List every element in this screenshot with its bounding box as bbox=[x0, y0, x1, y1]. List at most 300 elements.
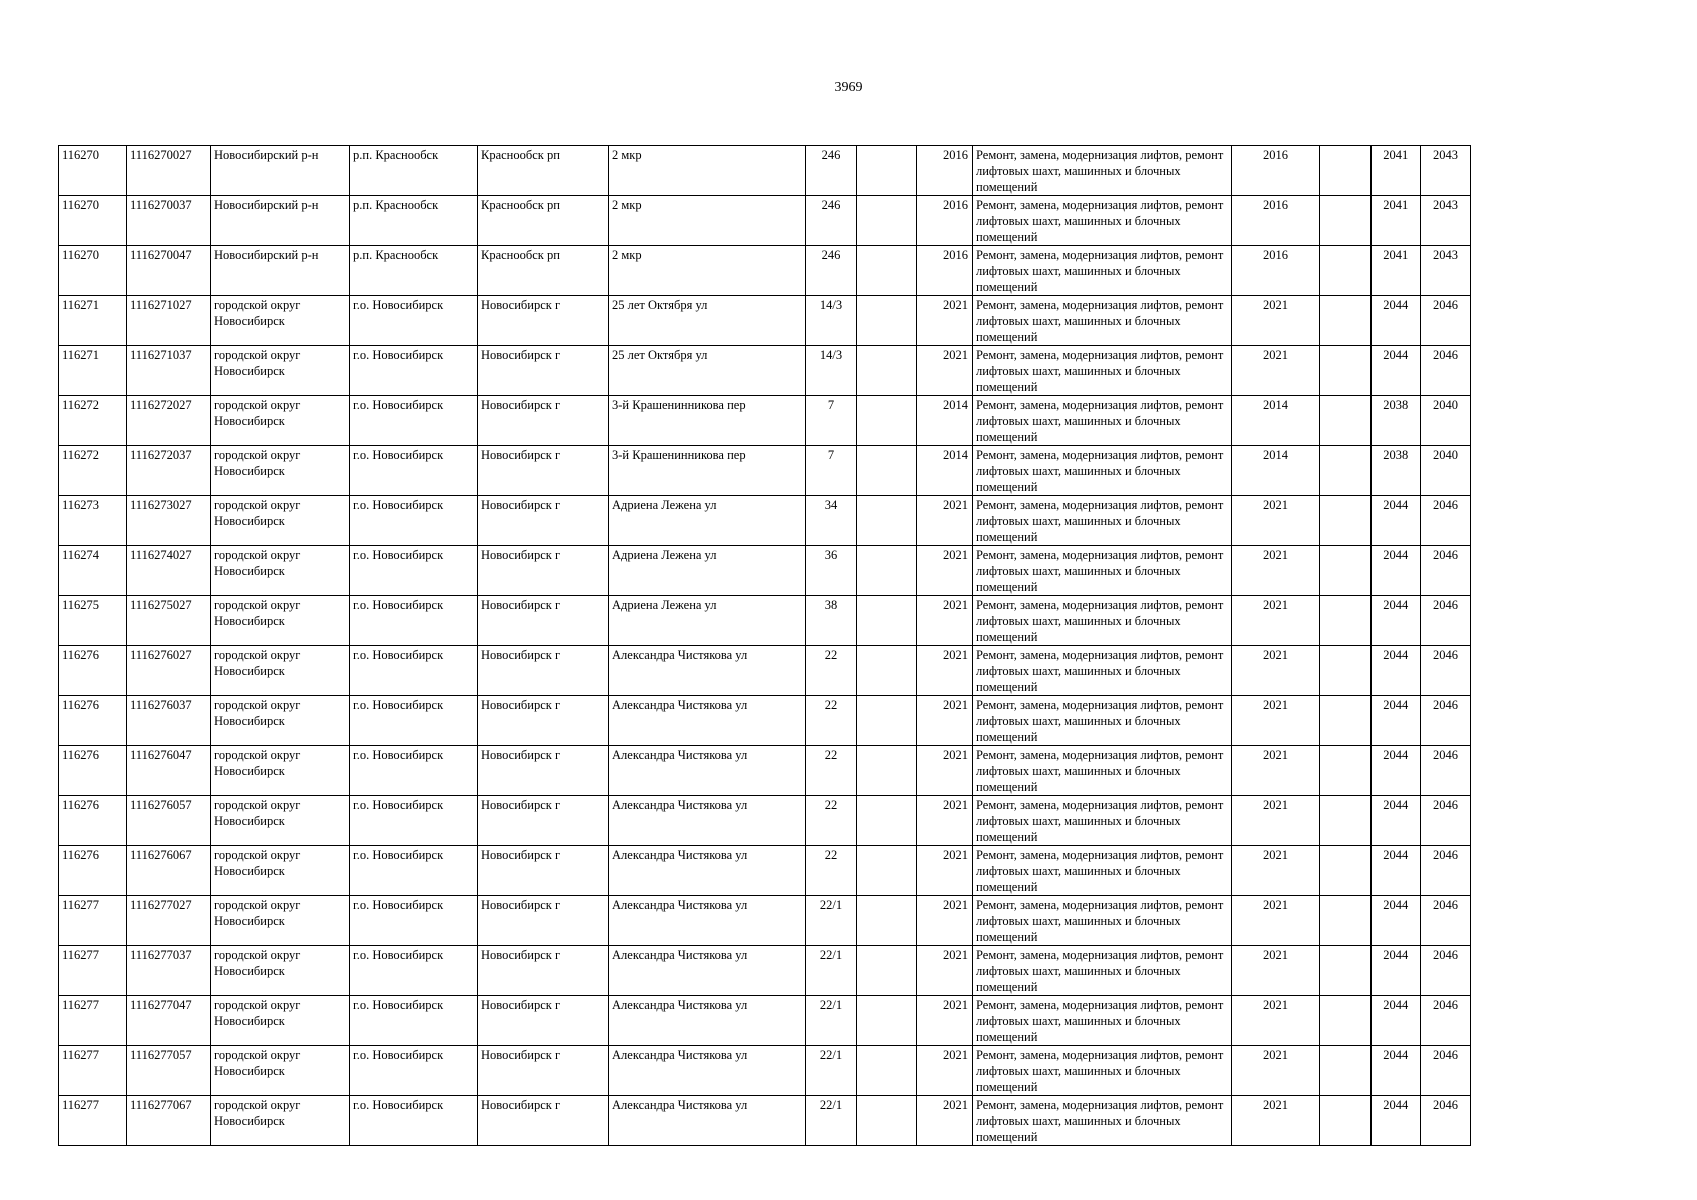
house-number-cell: 22/1 bbox=[806, 1096, 857, 1146]
work-type-cell: Ремонт, замена, модернизация лифтов, ремонт лифтовых шахт, машинных и блочных помещений bbox=[973, 346, 1232, 396]
street-cell: 2 мкр bbox=[609, 196, 806, 246]
work-type-cell: Ремонт, замена, модернизация лифтов, ремонт лифтовых шахт, машинных и блочных помещений bbox=[973, 896, 1232, 946]
commission-year-cell: 2021 bbox=[917, 946, 973, 996]
commission-year-cell: 2016 bbox=[917, 196, 973, 246]
empty-cell-2 bbox=[1320, 446, 1371, 496]
empty-cell bbox=[857, 296, 917, 346]
house-number-cell: 22 bbox=[806, 846, 857, 896]
locality-cell: Новосибирск г bbox=[478, 1046, 609, 1096]
table-row bbox=[59, 196, 1471, 246]
last-repair-year-cell: 2021 bbox=[1232, 296, 1320, 346]
table-row bbox=[59, 296, 1471, 346]
empty-cell-2 bbox=[1320, 396, 1371, 446]
work-type-cell: Ремонт, замена, модернизация лифтов, ремонт лифтовых шахт, машинных и блочных помещений bbox=[973, 1096, 1232, 1146]
page-number: 3969 bbox=[834, 80, 863, 95]
settlement-cell: г.о. Новосибирск bbox=[350, 346, 478, 396]
empty-cell-2 bbox=[1320, 896, 1371, 946]
street-cell: Александра Чистякова ул bbox=[609, 846, 806, 896]
last-repair-year-cell: 2021 bbox=[1232, 596, 1320, 646]
empty-cell bbox=[857, 1046, 917, 1096]
locality-cell: Новосибирск г bbox=[478, 996, 609, 1046]
record-id-cell: 116277 bbox=[59, 896, 127, 946]
table-row bbox=[59, 1046, 1471, 1096]
register-table bbox=[58, 145, 1471, 1146]
street-cell: Александра Чистякова ул bbox=[609, 996, 806, 1046]
object-code-cell: 1116270047 bbox=[127, 246, 211, 296]
locality-cell: Новосибирск г bbox=[478, 696, 609, 746]
locality-cell: Новосибирск г bbox=[478, 496, 609, 546]
municipality-cell: городской округ Новосибирск bbox=[211, 396, 350, 446]
municipality-cell: городской округ Новосибирск bbox=[211, 546, 350, 596]
record-id-cell: 116276 bbox=[59, 646, 127, 696]
work-type-cell: Ремонт, замена, модернизация лифтов, ремонт лифтовых шахт, машинных и блочных помещений bbox=[973, 296, 1232, 346]
municipality-cell: Новосибирский р-н bbox=[211, 196, 350, 246]
empty-cell-2 bbox=[1320, 1096, 1371, 1146]
settlement-cell: г.о. Новосибирск bbox=[350, 646, 478, 696]
plan-end-year-cell: 2043 bbox=[1421, 246, 1471, 296]
work-type-cell: Ремонт, замена, модернизация лифтов, ремонт лифтовых шахт, машинных и блочных помещений bbox=[973, 946, 1232, 996]
municipality-cell: городской округ Новосибирск bbox=[211, 346, 350, 396]
empty-cell-2 bbox=[1320, 146, 1371, 196]
object-code-cell: 1116277037 bbox=[127, 946, 211, 996]
plan-end-year-cell: 2046 bbox=[1421, 946, 1471, 996]
record-id-cell: 116277 bbox=[59, 996, 127, 1046]
municipality-cell: городской округ Новосибирск bbox=[211, 796, 350, 846]
house-number-cell: 246 bbox=[806, 246, 857, 296]
municipality-cell: городской округ Новосибирск bbox=[211, 896, 350, 946]
object-code-cell: 1116276067 bbox=[127, 846, 211, 896]
empty-cell-2 bbox=[1320, 996, 1371, 1046]
record-id-cell: 116277 bbox=[59, 1096, 127, 1146]
locality-cell: Новосибирск г bbox=[478, 1096, 609, 1146]
locality-cell: Новосибирск г bbox=[478, 796, 609, 846]
empty-cell bbox=[857, 546, 917, 596]
municipality-cell: Новосибирский р-н bbox=[211, 246, 350, 296]
municipality-cell: городской округ Новосибирск bbox=[211, 746, 350, 796]
plan-start-year-cell: 2044 bbox=[1371, 546, 1421, 596]
commission-year-cell: 2021 bbox=[917, 346, 973, 396]
empty-cell bbox=[857, 846, 917, 896]
house-number-cell: 246 bbox=[806, 196, 857, 246]
object-code-cell: 1116274027 bbox=[127, 546, 211, 596]
locality-cell: Краснообск рп bbox=[478, 246, 609, 296]
empty-cell bbox=[857, 696, 917, 746]
plan-end-year-cell: 2046 bbox=[1421, 646, 1471, 696]
record-id-cell: 116277 bbox=[59, 1046, 127, 1096]
locality-cell: Новосибирск г bbox=[478, 746, 609, 796]
work-type-cell: Ремонт, замена, модернизация лифтов, ремонт лифтовых шахт, машинных и блочных помещений bbox=[973, 646, 1232, 696]
plan-end-year-cell: 2046 bbox=[1421, 596, 1471, 646]
record-id-cell: 116272 bbox=[59, 446, 127, 496]
street-cell: Адриена Лежена ул bbox=[609, 546, 806, 596]
plan-end-year-cell: 2046 bbox=[1421, 846, 1471, 896]
table-row bbox=[59, 796, 1471, 846]
object-code-cell: 1116271037 bbox=[127, 346, 211, 396]
locality-cell: Новосибирск г bbox=[478, 646, 609, 696]
plan-start-year-cell: 2044 bbox=[1371, 596, 1421, 646]
last-repair-year-cell: 2021 bbox=[1232, 796, 1320, 846]
plan-start-year-cell: 2044 bbox=[1371, 296, 1421, 346]
locality-cell: Новосибирск г bbox=[478, 896, 609, 946]
plan-end-year-cell: 2046 bbox=[1421, 1096, 1471, 1146]
plan-start-year-cell: 2044 bbox=[1371, 996, 1421, 1046]
table-row bbox=[59, 446, 1471, 496]
locality-cell: Новосибирск г bbox=[478, 846, 609, 896]
record-id-cell: 116276 bbox=[59, 846, 127, 896]
last-repair-year-cell: 2014 bbox=[1232, 396, 1320, 446]
street-cell: 25 лет Октября ул bbox=[609, 346, 806, 396]
object-code-cell: 1116277047 bbox=[127, 996, 211, 1046]
house-number-cell: 22 bbox=[806, 696, 857, 746]
empty-cell-2 bbox=[1320, 1046, 1371, 1096]
house-number-cell: 22 bbox=[806, 746, 857, 796]
commission-year-cell: 2016 bbox=[917, 246, 973, 296]
record-id-cell: 116276 bbox=[59, 796, 127, 846]
plan-start-year-cell: 2044 bbox=[1371, 1046, 1421, 1096]
house-number-cell: 7 bbox=[806, 446, 857, 496]
empty-cell bbox=[857, 646, 917, 696]
settlement-cell: г.о. Новосибирск bbox=[350, 396, 478, 446]
commission-year-cell: 2021 bbox=[917, 1096, 973, 1146]
house-number-cell: 22 bbox=[806, 796, 857, 846]
empty-cell-2 bbox=[1320, 246, 1371, 296]
street-cell: 25 лет Октября ул bbox=[609, 296, 806, 346]
empty-cell-2 bbox=[1320, 196, 1371, 246]
plan-end-year-cell: 2046 bbox=[1421, 496, 1471, 546]
settlement-cell: г.о. Новосибирск bbox=[350, 896, 478, 946]
table-row bbox=[59, 946, 1471, 996]
settlement-cell: г.о. Новосибирск bbox=[350, 846, 478, 896]
empty-cell bbox=[857, 396, 917, 446]
commission-year-cell: 2014 bbox=[917, 396, 973, 446]
commission-year-cell: 2014 bbox=[917, 446, 973, 496]
work-type-cell: Ремонт, замена, модернизация лифтов, ремонт лифтовых шахт, машинных и блочных помещений bbox=[973, 846, 1232, 896]
street-cell: 3-й Крашенинникова пер bbox=[609, 446, 806, 496]
locality-cell: Новосибирск г bbox=[478, 546, 609, 596]
record-id-cell: 116272 bbox=[59, 396, 127, 446]
work-type-cell: Ремонт, замена, модернизация лифтов, ремонт лифтовых шахт, машинных и блочных помещений bbox=[973, 246, 1232, 296]
settlement-cell: г.о. Новосибирск bbox=[350, 496, 478, 546]
locality-cell: Новосибирск г bbox=[478, 946, 609, 996]
plan-start-year-cell: 2038 bbox=[1371, 396, 1421, 446]
record-id-cell: 116270 bbox=[59, 196, 127, 246]
empty-cell bbox=[857, 996, 917, 1046]
municipality-cell: городской округ Новосибирск bbox=[211, 846, 350, 896]
empty-cell-2 bbox=[1320, 346, 1371, 396]
last-repair-year-cell: 2021 bbox=[1232, 1096, 1320, 1146]
empty-cell-2 bbox=[1320, 846, 1371, 896]
municipality-cell: городской округ Новосибирск bbox=[211, 596, 350, 646]
street-cell: Александра Чистякова ул bbox=[609, 946, 806, 996]
plan-end-year-cell: 2046 bbox=[1421, 896, 1471, 946]
empty-cell-2 bbox=[1320, 496, 1371, 546]
record-id-cell: 116273 bbox=[59, 496, 127, 546]
plan-end-year-cell: 2046 bbox=[1421, 996, 1471, 1046]
plan-end-year-cell: 2046 bbox=[1421, 796, 1471, 846]
settlement-cell: г.о. Новосибирск bbox=[350, 1096, 478, 1146]
plan-end-year-cell: 2046 bbox=[1421, 296, 1471, 346]
empty-cell-2 bbox=[1320, 296, 1371, 346]
municipality-cell: Новосибирский р-н bbox=[211, 146, 350, 196]
plan-end-year-cell: 2046 bbox=[1421, 346, 1471, 396]
object-code-cell: 1116272027 bbox=[127, 396, 211, 446]
commission-year-cell: 2021 bbox=[917, 546, 973, 596]
house-number-cell: 38 bbox=[806, 596, 857, 646]
last-repair-year-cell: 2014 bbox=[1232, 446, 1320, 496]
plan-start-year-cell: 2044 bbox=[1371, 846, 1421, 896]
object-code-cell: 1116275027 bbox=[127, 596, 211, 646]
object-code-cell: 1116272037 bbox=[127, 446, 211, 496]
table-row bbox=[59, 746, 1471, 796]
last-repair-year-cell: 2021 bbox=[1232, 896, 1320, 946]
table-row bbox=[59, 646, 1471, 696]
street-cell: Адриена Лежена ул bbox=[609, 596, 806, 646]
last-repair-year-cell: 2016 bbox=[1232, 146, 1320, 196]
plan-start-year-cell: 2044 bbox=[1371, 696, 1421, 746]
empty-cell-2 bbox=[1320, 746, 1371, 796]
commission-year-cell: 2021 bbox=[917, 646, 973, 696]
street-cell: 2 мкр bbox=[609, 146, 806, 196]
street-cell: Александра Чистякова ул bbox=[609, 696, 806, 746]
settlement-cell: р.п. Краснообск bbox=[350, 146, 478, 196]
municipality-cell: городской округ Новосибирск bbox=[211, 646, 350, 696]
work-type-cell: Ремонт, замена, модернизация лифтов, ремонт лифтовых шахт, машинных и блочных помещений bbox=[973, 796, 1232, 846]
last-repair-year-cell: 2021 bbox=[1232, 346, 1320, 396]
street-cell: Адриена Лежена ул bbox=[609, 496, 806, 546]
table-row bbox=[59, 146, 1471, 196]
house-number-cell: 14/3 bbox=[806, 296, 857, 346]
record-id-cell: 116274 bbox=[59, 546, 127, 596]
object-code-cell: 1116270027 bbox=[127, 146, 211, 196]
municipality-cell: городской округ Новосибирск bbox=[211, 696, 350, 746]
plan-end-year-cell: 2046 bbox=[1421, 696, 1471, 746]
object-code-cell: 1116276047 bbox=[127, 746, 211, 796]
locality-cell: Новосибирск г bbox=[478, 296, 609, 346]
settlement-cell: г.о. Новосибирск bbox=[350, 996, 478, 1046]
locality-cell: Новосибирск г bbox=[478, 446, 609, 496]
settlement-cell: г.о. Новосибирск bbox=[350, 296, 478, 346]
last-repair-year-cell: 2021 bbox=[1232, 496, 1320, 546]
house-number-cell: 22/1 bbox=[806, 1046, 857, 1096]
municipality-cell: городской округ Новосибирск bbox=[211, 1096, 350, 1146]
last-repair-year-cell: 2016 bbox=[1232, 196, 1320, 246]
last-repair-year-cell: 2021 bbox=[1232, 546, 1320, 596]
commission-year-cell: 2021 bbox=[917, 696, 973, 746]
table-row bbox=[59, 696, 1471, 746]
house-number-cell: 22/1 bbox=[806, 946, 857, 996]
empty-cell bbox=[857, 746, 917, 796]
table-row bbox=[59, 246, 1471, 296]
work-type-cell: Ремонт, замена, модернизация лифтов, ремонт лифтовых шахт, машинных и блочных помещений bbox=[973, 396, 1232, 446]
object-code-cell: 1116277057 bbox=[127, 1046, 211, 1096]
object-code-cell: 1116277027 bbox=[127, 896, 211, 946]
empty-cell bbox=[857, 596, 917, 646]
last-repair-year-cell: 2021 bbox=[1232, 846, 1320, 896]
house-number-cell: 36 bbox=[806, 546, 857, 596]
object-code-cell: 1116271027 bbox=[127, 296, 211, 346]
empty-cell bbox=[857, 446, 917, 496]
plan-end-year-cell: 2040 bbox=[1421, 396, 1471, 446]
record-id-cell: 116275 bbox=[59, 596, 127, 646]
plan-start-year-cell: 2044 bbox=[1371, 796, 1421, 846]
empty-cell bbox=[857, 496, 917, 546]
work-type-cell: Ремонт, замена, модернизация лифтов, ремонт лифтовых шахт, машинных и блочных помещений bbox=[973, 996, 1232, 1046]
commission-year-cell: 2021 bbox=[917, 846, 973, 896]
empty-cell bbox=[857, 796, 917, 846]
object-code-cell: 1116277067 bbox=[127, 1096, 211, 1146]
street-cell: 2 мкр bbox=[609, 246, 806, 296]
work-type-cell: Ремонт, замена, модернизация лифтов, ремонт лифтовых шахт, машинных и блочных помещений bbox=[973, 546, 1232, 596]
work-type-cell: Ремонт, замена, модернизация лифтов, ремонт лифтовых шахт, машинных и блочных помещений bbox=[973, 696, 1232, 746]
commission-year-cell: 2021 bbox=[917, 496, 973, 546]
house-number-cell: 22/1 bbox=[806, 996, 857, 1046]
house-number-cell: 14/3 bbox=[806, 346, 857, 396]
commission-year-cell: 2016 bbox=[917, 146, 973, 196]
plan-end-year-cell: 2043 bbox=[1421, 196, 1471, 246]
work-type-cell: Ремонт, замена, модернизация лифтов, ремонт лифтовых шахт, машинных и блочных помещений bbox=[973, 196, 1232, 246]
plan-start-year-cell: 2044 bbox=[1371, 946, 1421, 996]
commission-year-cell: 2021 bbox=[917, 296, 973, 346]
empty-cell bbox=[857, 896, 917, 946]
plan-start-year-cell: 2041 bbox=[1371, 146, 1421, 196]
settlement-cell: г.о. Новосибирск bbox=[350, 696, 478, 746]
plan-end-year-cell: 2046 bbox=[1421, 746, 1471, 796]
street-cell: Александра Чистякова ул bbox=[609, 1046, 806, 1096]
plan-end-year-cell: 2046 bbox=[1421, 1046, 1471, 1096]
empty-cell bbox=[857, 246, 917, 296]
last-repair-year-cell: 2016 bbox=[1232, 246, 1320, 296]
table-row bbox=[59, 596, 1471, 646]
municipality-cell: городской округ Новосибирск bbox=[211, 1046, 350, 1096]
settlement-cell: г.о. Новосибирск bbox=[350, 796, 478, 846]
table-row bbox=[59, 846, 1471, 896]
house-number-cell: 34 bbox=[806, 496, 857, 546]
empty-cell-2 bbox=[1320, 546, 1371, 596]
table-row bbox=[59, 1096, 1471, 1146]
empty-cell bbox=[857, 346, 917, 396]
empty-cell-2 bbox=[1320, 946, 1371, 996]
settlement-cell: г.о. Новосибирск bbox=[350, 596, 478, 646]
plan-end-year-cell: 2046 bbox=[1421, 546, 1471, 596]
settlement-cell: р.п. Краснообск bbox=[350, 246, 478, 296]
street-cell: Александра Чистякова ул bbox=[609, 746, 806, 796]
last-repair-year-cell: 2021 bbox=[1232, 696, 1320, 746]
plan-start-year-cell: 2044 bbox=[1371, 646, 1421, 696]
municipality-cell: городской округ Новосибирск bbox=[211, 296, 350, 346]
locality-cell: Новосибирск г bbox=[478, 346, 609, 396]
object-code-cell: 1116270037 bbox=[127, 196, 211, 246]
commission-year-cell: 2021 bbox=[917, 796, 973, 846]
commission-year-cell: 2021 bbox=[917, 746, 973, 796]
work-type-cell: Ремонт, замена, модернизация лифтов, ремонт лифтовых шахт, машинных и блочных помещений bbox=[973, 1046, 1232, 1096]
street-cell: Александра Чистякова ул bbox=[609, 896, 806, 946]
record-id-cell: 116276 bbox=[59, 746, 127, 796]
object-code-cell: 1116273027 bbox=[127, 496, 211, 546]
locality-cell: Новосибирск г bbox=[478, 396, 609, 446]
work-type-cell: Ремонт, замена, модернизация лифтов, ремонт лифтовых шахт, машинных и блочных помещений bbox=[973, 496, 1232, 546]
commission-year-cell: 2021 bbox=[917, 596, 973, 646]
empty-cell-2 bbox=[1320, 596, 1371, 646]
house-number-cell: 7 bbox=[806, 396, 857, 446]
house-number-cell: 22/1 bbox=[806, 896, 857, 946]
commission-year-cell: 2021 bbox=[917, 896, 973, 946]
last-repair-year-cell: 2021 bbox=[1232, 996, 1320, 1046]
plan-end-year-cell: 2043 bbox=[1421, 146, 1471, 196]
settlement-cell: г.о. Новосибирск bbox=[350, 1046, 478, 1096]
last-repair-year-cell: 2021 bbox=[1232, 946, 1320, 996]
last-repair-year-cell: 2021 bbox=[1232, 746, 1320, 796]
settlement-cell: г.о. Новосибирск bbox=[350, 746, 478, 796]
empty-cell-2 bbox=[1320, 696, 1371, 746]
plan-start-year-cell: 2044 bbox=[1371, 496, 1421, 546]
street-cell: Александра Чистякова ул bbox=[609, 1096, 806, 1146]
object-code-cell: 1116276027 bbox=[127, 646, 211, 696]
record-id-cell: 116270 bbox=[59, 146, 127, 196]
object-code-cell: 1116276037 bbox=[127, 696, 211, 746]
plan-end-year-cell: 2040 bbox=[1421, 446, 1471, 496]
plan-start-year-cell: 2044 bbox=[1371, 896, 1421, 946]
table-row bbox=[59, 396, 1471, 446]
work-type-cell: Ремонт, замена, модернизация лифтов, ремонт лифтовых шахт, машинных и блочных помещений bbox=[973, 596, 1232, 646]
municipality-cell: городской округ Новосибирск bbox=[211, 946, 350, 996]
table-row bbox=[59, 496, 1471, 546]
table-row bbox=[59, 996, 1471, 1046]
empty-cell-2 bbox=[1320, 646, 1371, 696]
plan-start-year-cell: 2038 bbox=[1371, 446, 1421, 496]
work-type-cell: Ремонт, замена, модернизация лифтов, ремонт лифтовых шахт, машинных и блочных помещений bbox=[973, 746, 1232, 796]
locality-cell: Краснообск рп bbox=[478, 196, 609, 246]
plan-start-year-cell: 2044 bbox=[1371, 346, 1421, 396]
table-row bbox=[59, 546, 1471, 596]
record-id-cell: 116271 bbox=[59, 296, 127, 346]
record-id-cell: 116277 bbox=[59, 946, 127, 996]
plan-start-year-cell: 2041 bbox=[1371, 246, 1421, 296]
plan-start-year-cell: 2044 bbox=[1371, 746, 1421, 796]
work-type-cell: Ремонт, замена, модернизация лифтов, ремонт лифтовых шахт, машинных и блочных помещений bbox=[973, 446, 1232, 496]
street-cell: 3-й Крашенинникова пер bbox=[609, 396, 806, 446]
locality-cell: Новосибирск г bbox=[478, 596, 609, 646]
empty-cell bbox=[857, 1096, 917, 1146]
municipality-cell: городской округ Новосибирск bbox=[211, 446, 350, 496]
empty-cell bbox=[857, 946, 917, 996]
municipality-cell: городской округ Новосибирск bbox=[211, 996, 350, 1046]
empty-cell bbox=[857, 146, 917, 196]
house-number-cell: 22 bbox=[806, 646, 857, 696]
empty-cell-2 bbox=[1320, 796, 1371, 846]
object-code-cell: 1116276057 bbox=[127, 796, 211, 846]
settlement-cell: г.о. Новосибирск bbox=[350, 546, 478, 596]
commission-year-cell: 2021 bbox=[917, 1046, 973, 1096]
plan-start-year-cell: 2041 bbox=[1371, 196, 1421, 246]
empty-cell bbox=[857, 196, 917, 246]
plan-start-year-cell: 2044 bbox=[1371, 1096, 1421, 1146]
locality-cell: Краснообск рп bbox=[478, 146, 609, 196]
table-row bbox=[59, 896, 1471, 946]
last-repair-year-cell: 2021 bbox=[1232, 1046, 1320, 1096]
street-cell: Александра Чистякова ул bbox=[609, 646, 806, 696]
work-type-cell: Ремонт, замена, модернизация лифтов, ремонт лифтовых шахт, машинных и блочных помещений bbox=[973, 146, 1232, 196]
last-repair-year-cell: 2021 bbox=[1232, 646, 1320, 696]
record-id-cell: 116270 bbox=[59, 246, 127, 296]
settlement-cell: р.п. Краснообск bbox=[350, 196, 478, 246]
street-cell: Александра Чистякова ул bbox=[609, 796, 806, 846]
record-id-cell: 116276 bbox=[59, 696, 127, 746]
register-body bbox=[59, 146, 1471, 1146]
settlement-cell: г.о. Новосибирск bbox=[350, 946, 478, 996]
house-number-cell: 246 bbox=[806, 146, 857, 196]
record-id-cell: 116271 bbox=[59, 346, 127, 396]
settlement-cell: г.о. Новосибирск bbox=[350, 446, 478, 496]
